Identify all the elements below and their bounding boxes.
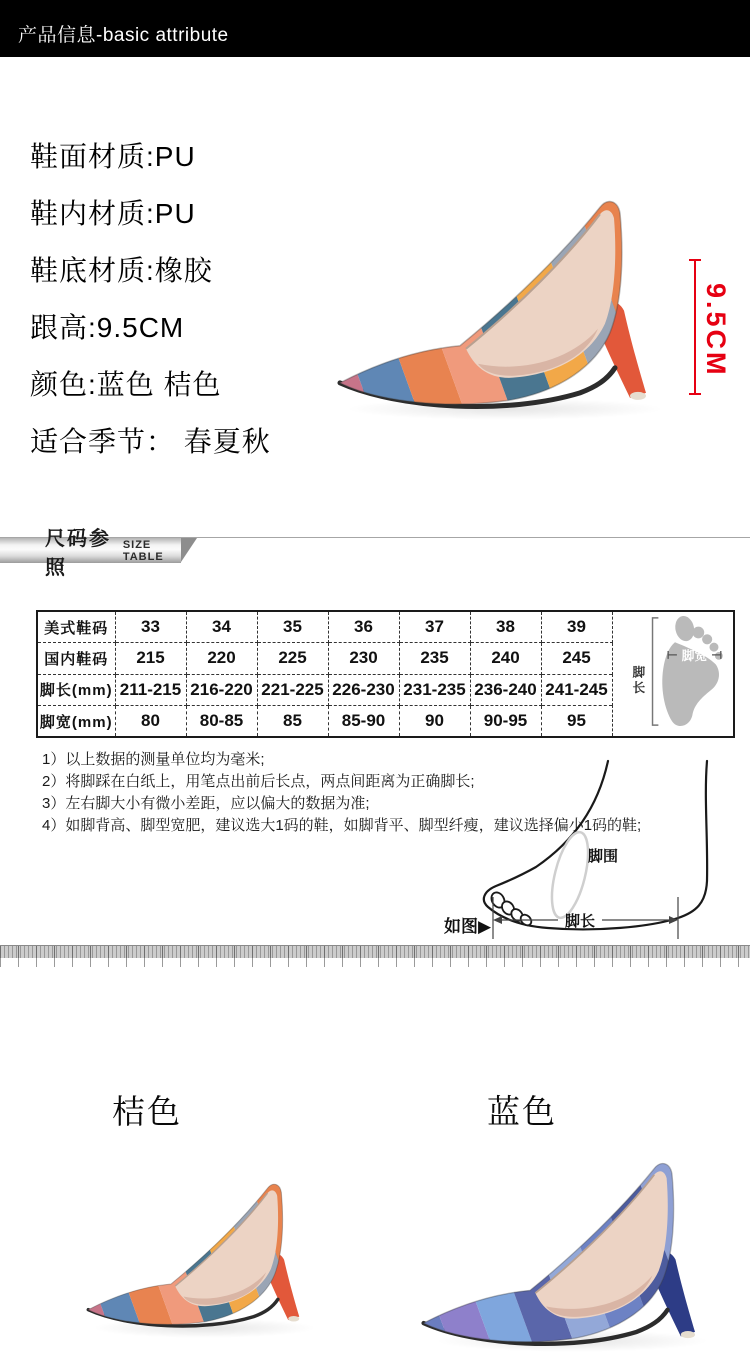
- as-shown-label: 如图▶: [444, 917, 492, 936]
- girth-label: 脚围: [588, 848, 619, 865]
- attribute-heel-height: 跟高:9.5CM: [30, 312, 185, 343]
- attribute-lining-material: 鞋内材质:PU: [30, 198, 196, 229]
- table-cell: 240: [470, 643, 541, 675]
- note-line: 4）如脚背高、脚型宽肥，建议选大1码的鞋，如脚背平、脚型纤瘦，建议选择偏小1码的鞋;: [42, 817, 642, 834]
- footprint-icon: [613, 612, 734, 731]
- foot-length-char-2: 长: [632, 680, 645, 695]
- attribute-upper-material: 鞋面材质:PU: [30, 141, 196, 172]
- ruler-ticks: [0, 958, 750, 967]
- table-cell: 90-95: [470, 706, 541, 738]
- table-cell: 241-245: [541, 674, 612, 706]
- table-cell: 80-85: [186, 706, 257, 738]
- foot-outline: [484, 761, 707, 929]
- row-header: 脚宽(mm): [37, 706, 115, 738]
- table-cell: 95: [541, 706, 612, 738]
- row-header: 国内鞋码: [37, 643, 115, 675]
- table-cell: 220: [186, 643, 257, 675]
- attribute-color: 颜色:蓝色 桔色: [30, 369, 222, 400]
- table-cell: 216-220: [186, 674, 257, 706]
- page-title: 产品信息-basic attribute: [18, 25, 229, 46]
- row-header: 美式鞋码: [37, 611, 115, 643]
- variant-label-blue: 蓝色: [487, 1093, 557, 1130]
- table-cell: 221-225: [257, 674, 328, 706]
- toes-outline: [489, 890, 534, 927]
- section-header-fold-icon: [181, 538, 197, 562]
- table-row-us-size: [37, 611, 734, 643]
- foot-length-char-1: 脚: [632, 665, 645, 680]
- size-section-header: [0, 527, 181, 579]
- table-cell: 85-90: [328, 706, 399, 738]
- ruler-graphic: [0, 945, 750, 967]
- size-section-title-en: SIZE TABLE: [122, 538, 164, 563]
- table-cell: 226-230: [328, 674, 399, 706]
- table-cell: 33: [115, 611, 186, 643]
- table-cell: 80: [115, 706, 186, 738]
- size-table: [36, 610, 735, 738]
- length-label: 脚长: [564, 913, 596, 930]
- note-line: 3）左右脚大小有微小差距，应以偏大的数据为准;: [42, 795, 370, 812]
- girth-ellipse: [545, 829, 595, 922]
- arrow-right-icon: [669, 916, 678, 924]
- table-cell: 38: [470, 611, 541, 643]
- table-cell: 211-215: [115, 674, 186, 706]
- attribute-sole-material: 鞋底材质:橡胶: [30, 255, 213, 286]
- table-cell: 245: [541, 643, 612, 675]
- ruler-strip: [0, 945, 750, 958]
- table-cell: 35: [257, 611, 328, 643]
- table-cell: 231-235: [399, 674, 470, 706]
- size-section-title-cn: 尺码参照: [45, 527, 111, 579]
- table-cell: 85: [257, 706, 328, 738]
- table-cell: 225: [257, 643, 328, 675]
- note-line: 2）将脚踩在白纸上，用笔点出前后长点，两点间距离为正确脚长;: [42, 773, 475, 790]
- product-photo-main: [328, 152, 708, 418]
- foot-width-label: 脚宽: [681, 648, 707, 663]
- heel-height-label: 9.5CM: [701, 283, 731, 378]
- product-photo-blue: [413, 1120, 750, 1354]
- table-cell: 34: [186, 611, 257, 643]
- variant-label-orange: 桔色: [112, 1093, 182, 1130]
- attribute-season: 适合季节： 春夏秋: [30, 426, 271, 457]
- table-cell: 236-240: [470, 674, 541, 706]
- table-cell: 90: [399, 706, 470, 738]
- table-cell: 235: [399, 643, 470, 675]
- foot-measure-diagram: [418, 757, 750, 943]
- attributes-list: [30, 128, 271, 470]
- table-cell: 215: [115, 643, 186, 675]
- heel-height-measure-line: [694, 259, 696, 395]
- row-header: 脚长(mm): [37, 674, 115, 706]
- table-cell: 39: [541, 611, 612, 643]
- product-photo-orange: [80, 1150, 342, 1334]
- table-cell: 230: [328, 643, 399, 675]
- footprint-cell: [612, 611, 734, 737]
- arrow-left-icon: [493, 916, 502, 924]
- table-cell: 36: [328, 611, 399, 643]
- note-line: 1）以上数据的测量单位均为毫米;: [42, 751, 265, 768]
- header-bar: [0, 0, 750, 57]
- table-cell: 37: [399, 611, 470, 643]
